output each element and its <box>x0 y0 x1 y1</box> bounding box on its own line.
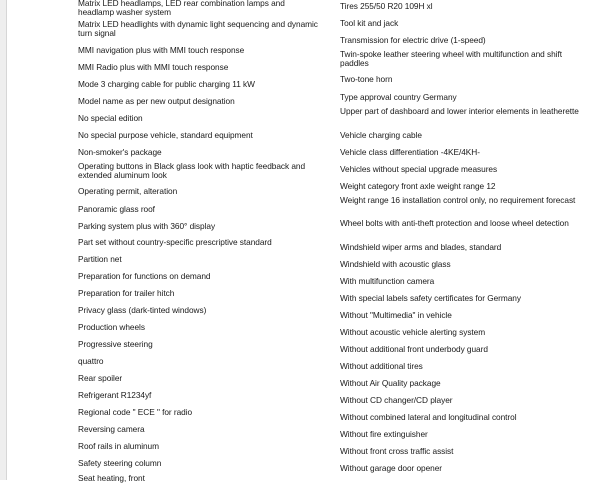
list-item: Upper part of dashboard and lower interior elements in leatherette <box>340 106 579 116</box>
list-item: Without front cross traffic assist <box>340 446 454 456</box>
list-item: Windshield wiper arms and blades, standard <box>340 242 502 252</box>
list-item: Without "Multimedia" in vehicle <box>340 310 452 320</box>
list-item: With multifunction camera <box>340 276 435 286</box>
list-item: Operating buttons in Black glass look with haptic feedback and extended aluminum look <box>78 161 306 181</box>
list-item: Seat heating, front <box>78 473 145 483</box>
list-item: Matrix LED headlamps, LED rear combination lamps and headlamp washer system <box>78 0 285 18</box>
list-item: Weight range 16 installation control only, no requirement forecast <box>340 195 576 205</box>
list-item: Without acoustic vehicle alerting system <box>340 327 486 337</box>
list-item: Model name as per new output designation <box>78 96 235 106</box>
list-item: Tires 255/50 R20 109H xl <box>340 1 433 11</box>
list-item: Without CD changer/CD player <box>340 395 453 405</box>
list-item: Type approval country Germany <box>340 92 457 102</box>
list-item: Partition net <box>78 254 122 264</box>
list-item: Without combined lateral and longitudinal control <box>340 412 517 422</box>
list-item: No special purpose vehicle, standard equipment <box>78 130 253 140</box>
list-item: quattro <box>78 356 104 366</box>
list-item: Weight category front axle weight range 12 <box>340 181 496 191</box>
list-item: Safety steering column <box>78 458 162 468</box>
list-item: Preparation for functions on demand <box>78 271 211 281</box>
list-item: MMI navigation plus with MMI touch response <box>78 45 245 55</box>
list-item: Non-smoker's package <box>78 147 162 157</box>
list-item: Without additional tires <box>340 361 423 371</box>
list-item: Vehicle charging cable <box>340 130 422 140</box>
list-item: Privacy glass (dark-tinted windows) <box>78 305 207 315</box>
list-item: Matrix LED headlights with dynamic light sequencing and dynamic turn signal <box>78 19 318 39</box>
list-item: Rear spoiler <box>78 373 123 383</box>
list-item: Mode 3 charging cable for public charging 11 kW <box>78 79 255 89</box>
list-item: Without garage door opener <box>340 463 443 473</box>
list-item: Preparation for trailer hitch <box>78 288 175 298</box>
list-item: Tool kit and jack <box>340 18 399 28</box>
list-item: Without Air Quality package <box>340 378 441 388</box>
list-item: Parking system plus with 360° display <box>78 221 216 231</box>
list-item: Roof rails in aluminum <box>78 441 159 451</box>
list-item: Without additional front underbody guard <box>340 344 488 354</box>
list-item: With special labels safety certificates for Germany <box>340 293 521 303</box>
list-item: Part set without country-specific prescriptive standard <box>78 237 272 247</box>
list-item: Twin-spoke leather steering wheel with multifunction and shift paddles <box>340 49 562 69</box>
list-item: Vehicles without special upgrade measures <box>340 164 498 174</box>
list-item: Production wheels <box>78 322 145 332</box>
list-item: Progressive steering <box>78 339 153 349</box>
left-scroll-edge <box>0 0 7 480</box>
list-item: No special edition <box>78 113 143 123</box>
list-item: Vehicle class differentiation -4KE/4KH- <box>340 147 480 157</box>
list-item: Reversing camera <box>78 424 145 434</box>
list-item: Operating permit, alteration <box>78 186 178 196</box>
list-item: Windshield with acoustic glass <box>340 259 451 269</box>
list-item: Wheel bolts with anti-theft protection and loose wheel detection <box>340 218 569 228</box>
list-item: Without fire extinguisher <box>340 429 428 439</box>
list-item: Two-tone horn <box>340 74 393 84</box>
list-item: Transmission for electric drive (1-speed) <box>340 35 486 45</box>
list-item: MMI Radio plus with MMI touch response <box>78 62 229 72</box>
list-item: Panoramic glass roof <box>78 204 155 214</box>
list-item: Refrigerant R1234yf <box>78 390 152 400</box>
list-item: Regional code " ECE " for radio <box>78 407 193 417</box>
